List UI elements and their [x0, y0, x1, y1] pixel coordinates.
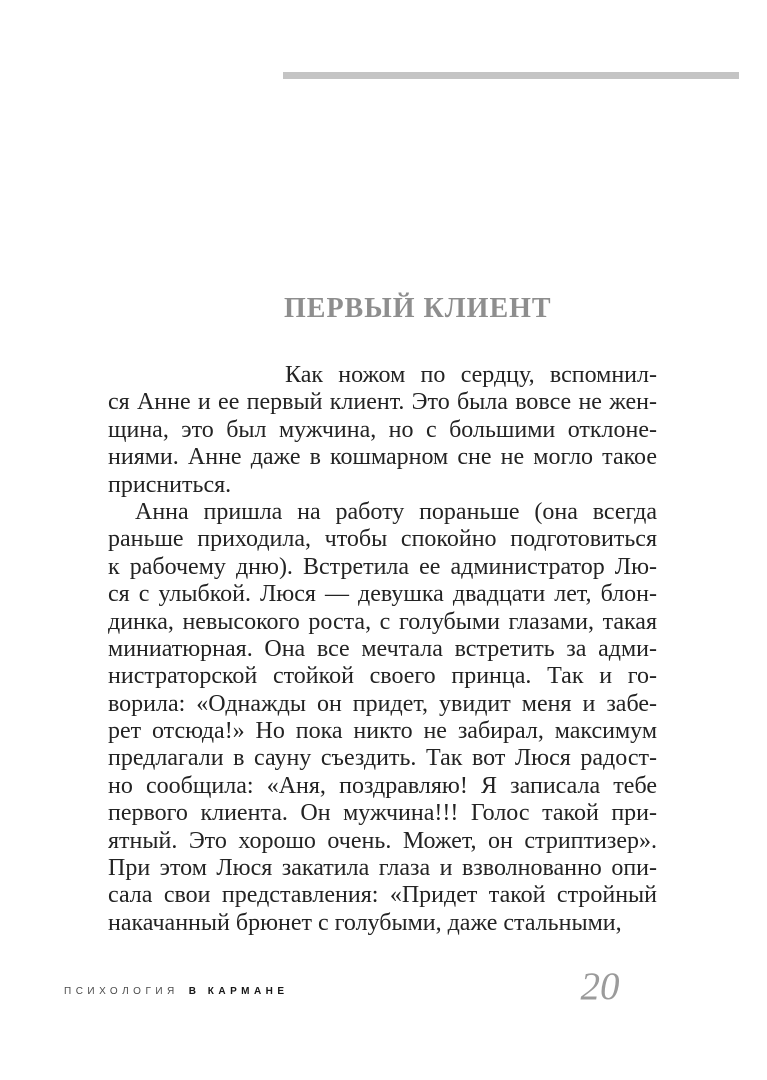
text-line: Как ножом по сердцу, вспомнил-: [285, 362, 657, 388]
text-line: При этом Люся закатила глаза и взволнованно опи-: [108, 855, 657, 882]
decorative-divider-bar: [283, 72, 739, 79]
text-line: раньше приходила, чтобы спокойно подготовиться: [108, 526, 657, 553]
text-line: присниться.: [108, 471, 232, 498]
footer-series-regular: ПСИХОЛОГИЯ: [64, 986, 179, 997]
text-line: рет отсюда!» Но пока никто не забирал, максимум: [108, 718, 657, 745]
page-number: 20: [580, 965, 620, 1008]
text-line: миниатюрная. Она все мечтала встретить за адми-: [108, 635, 657, 662]
text-line: динка, невысокого роста, с голубыми глазами, такая: [108, 608, 657, 635]
text-line: предлагали в сауну съездить. Так вот Люся радост-: [108, 745, 657, 772]
text-line: ворила: «Однажды он придет, увидит меня и забе-: [108, 690, 657, 717]
text-line: щина, это был мужчина, но с большими отклоне-: [108, 416, 657, 443]
text-line: ятный. Это хорошо очень. Может, он стриптизер».: [108, 827, 657, 854]
text-line: ся с улыбкой. Люся — девушка двадцати лет, блон-: [108, 581, 657, 608]
text-line: накачанный брюнет с голубыми, даже стальными,: [108, 909, 622, 936]
text-line: ся Анне и ее первый клиент. Это была вовсе не жен-: [108, 389, 657, 416]
chapter-title: ПЕРВЫЙ КЛИЕНТ: [284, 293, 552, 324]
text-line: ниями. Анне даже в кошмарном сне не могло такое: [108, 444, 657, 471]
footer-series-bold: В КАРМАНЕ: [188, 986, 289, 997]
text-line: первого клиента. Он мужчина!!! Голос такой при-: [108, 800, 657, 827]
text-line: Анна пришла на работу пораньше (она всегда: [135, 498, 657, 525]
text-line: но сообщила: «Аня, поздравляю! Я записала тебе: [108, 772, 657, 799]
text-line: нистраторской стойкой своего принца. Так и го-: [108, 663, 657, 690]
text-line: сала свои представления: «Придет такой стройный: [108, 882, 657, 909]
footer-series-label: [64, 986, 289, 998]
body-text-block: [108, 362, 657, 937]
text-line: к рабочему дню). Встретила ее администратор Лю-: [108, 553, 657, 580]
